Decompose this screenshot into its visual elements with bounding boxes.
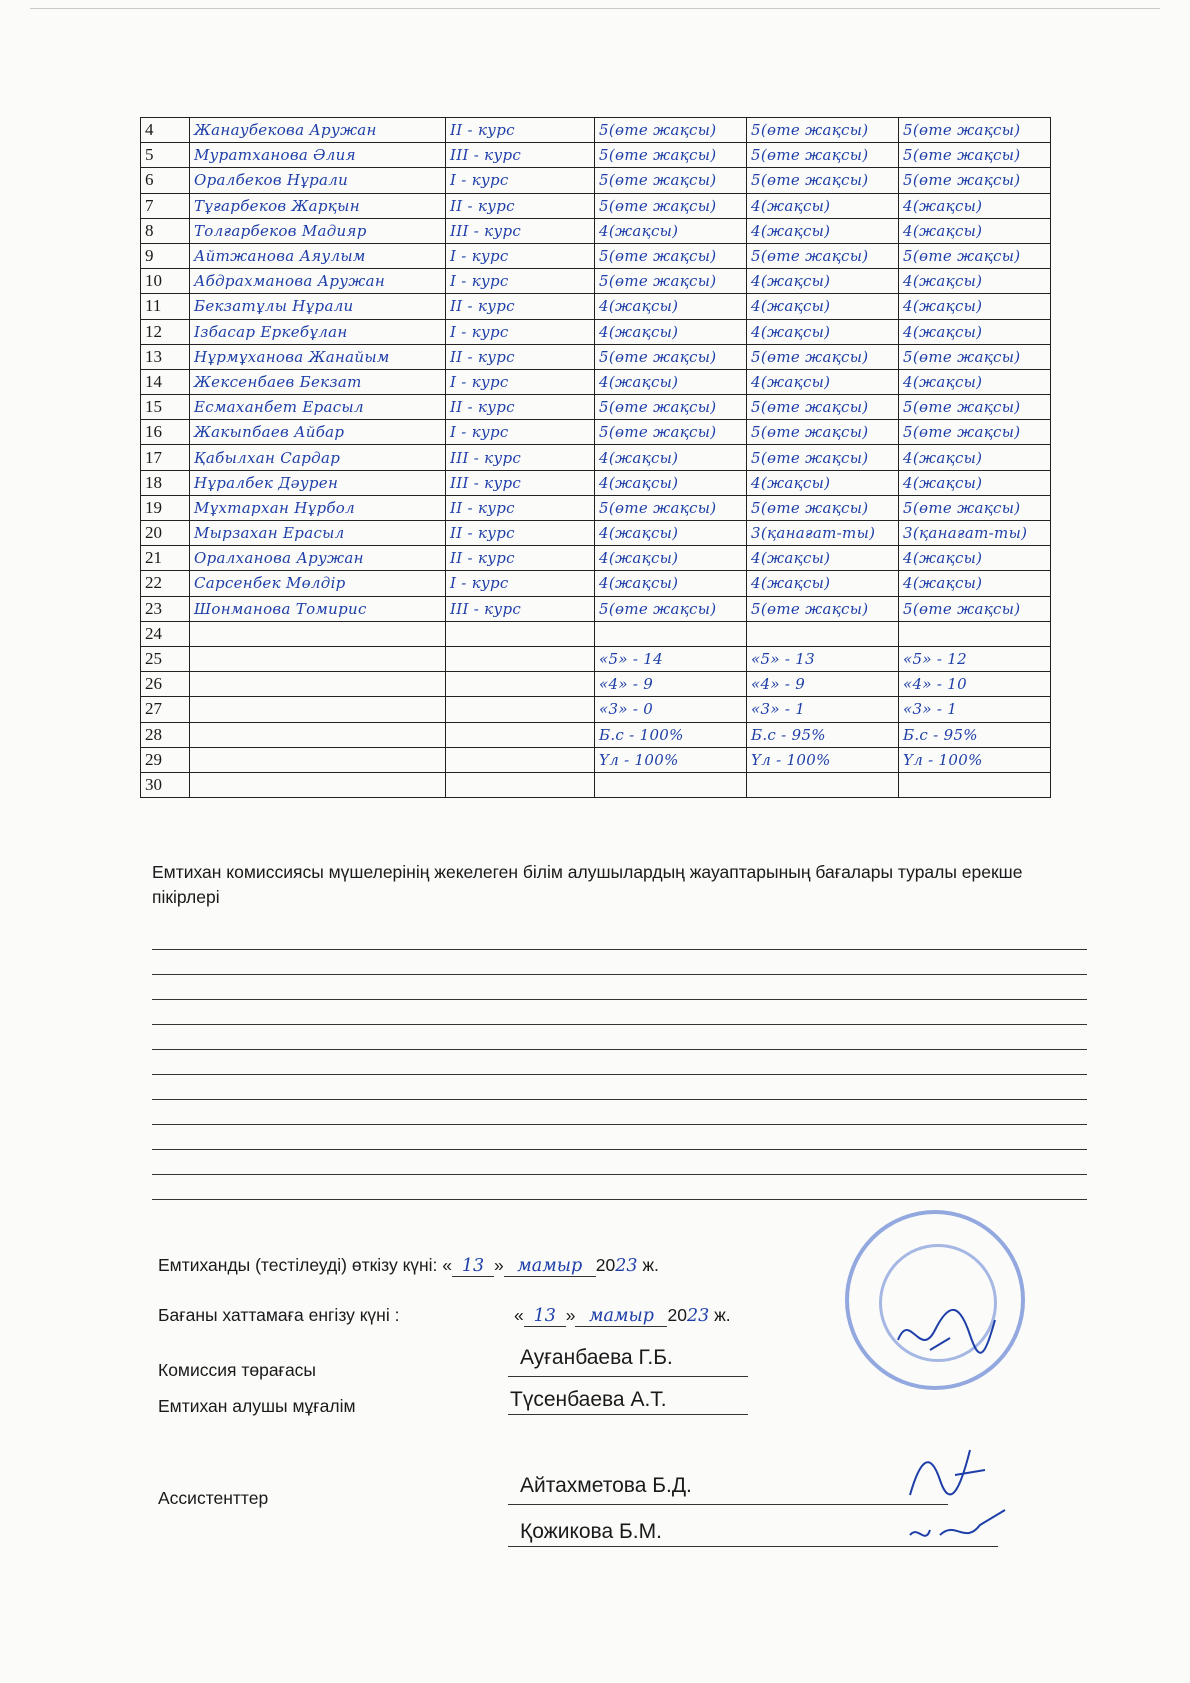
row-number: 15 xyxy=(141,395,190,420)
grade-3: «4» - 10 xyxy=(899,672,1051,697)
ruled-line xyxy=(152,1099,1087,1100)
assistant-signature-2 xyxy=(900,1505,1010,1555)
grade-2: 5(өте жақсы) xyxy=(747,243,899,268)
grade-1: Б.с - 100% xyxy=(595,722,747,747)
grade-3 xyxy=(899,621,1051,646)
course-year: I - курс xyxy=(446,319,595,344)
student-name: Тұғарбеков Жарқын xyxy=(190,193,446,218)
grade-3: 4(жақсы) xyxy=(899,193,1051,218)
row-number: 17 xyxy=(141,445,190,470)
table-row xyxy=(141,193,1051,218)
ruled-line xyxy=(152,1124,1087,1125)
row-number: 25 xyxy=(141,646,190,671)
student-name: Шонманова Томирис xyxy=(190,596,446,621)
grade-3: 5(өте жақсы) xyxy=(899,596,1051,621)
course-year: III - курс xyxy=(446,143,595,168)
grade-2: 5(өте жақсы) xyxy=(747,445,899,470)
student-name: Айтжанова Аяулым xyxy=(190,243,446,268)
student-name xyxy=(190,722,446,747)
grade-3: 5(өте жақсы) xyxy=(899,143,1051,168)
table-row xyxy=(141,646,1051,671)
row-number: 16 xyxy=(141,420,190,445)
entry-date-day: 13 xyxy=(524,1306,566,1327)
table-row xyxy=(141,722,1051,747)
table-row xyxy=(141,571,1051,596)
grade-2: Б.с - 95% xyxy=(747,722,899,747)
student-name xyxy=(190,772,446,797)
entry-date-open: « xyxy=(514,1305,524,1325)
course-year: III - курс xyxy=(446,445,595,470)
course-year: I - курс xyxy=(446,168,595,193)
table-row xyxy=(141,319,1051,344)
student-name: Оралханова Аружан xyxy=(190,546,446,571)
assistants-label: Ассистенттер xyxy=(158,1488,269,1508)
table-row xyxy=(141,118,1051,143)
row-number: 29 xyxy=(141,747,190,772)
chair-label: Комиссия төрағасы xyxy=(158,1360,317,1380)
grade-3: 5(өте жақсы) xyxy=(899,495,1051,520)
entry-date-year-prefix: 20 xyxy=(667,1305,687,1325)
grade-2: 4(жақсы) xyxy=(747,571,899,596)
course-year xyxy=(446,621,595,646)
exam-date-month: мамыр xyxy=(504,1256,596,1277)
student-name: Нұралбек Дәурен xyxy=(190,470,446,495)
grade-1: 4(жақсы) xyxy=(595,571,747,596)
grade-1: 5(өте жақсы) xyxy=(595,143,747,168)
table-row xyxy=(141,772,1051,797)
grade-1 xyxy=(595,772,747,797)
grade-3: 4(жақсы) xyxy=(899,445,1051,470)
grade-3: Үл - 100% xyxy=(899,747,1051,772)
grade-3: 5(өте жақсы) xyxy=(899,344,1051,369)
grade-2: 4(жақсы) xyxy=(747,369,899,394)
course-year xyxy=(446,646,595,671)
chair-sign-line xyxy=(508,1376,748,1377)
student-name: Есмаханбет Ерасыл xyxy=(190,395,446,420)
grade-3: 5(өте жақсы) xyxy=(899,168,1051,193)
exam-date-label: Емтиханды (тестілеуді) өткізу күні: « xyxy=(158,1255,452,1275)
table-row xyxy=(141,697,1051,722)
entry-date-suffix: ж. xyxy=(709,1305,731,1325)
grade-3: 4(жақсы) xyxy=(899,571,1051,596)
grade-3: 4(жақсы) xyxy=(899,546,1051,571)
table-row xyxy=(141,218,1051,243)
student-name: Сарсенбек Мөлдір xyxy=(190,571,446,596)
grade-2: «4» - 9 xyxy=(747,672,899,697)
course-year: III - курс xyxy=(446,470,595,495)
grade-1: 5(өте жақсы) xyxy=(595,193,747,218)
table-row xyxy=(141,395,1051,420)
table-row xyxy=(141,470,1051,495)
row-number: 28 xyxy=(141,722,190,747)
grade-2: 5(өте жақсы) xyxy=(747,395,899,420)
table-row xyxy=(141,420,1051,445)
grade-2: 5(өте жақсы) xyxy=(747,344,899,369)
student-name xyxy=(190,646,446,671)
table-row xyxy=(141,521,1051,546)
student-name: Жанаубекова Аружан xyxy=(190,118,446,143)
student-name: Жексенбаев Бекзат xyxy=(190,369,446,394)
grade-3: 4(жақсы) xyxy=(899,218,1051,243)
exam-date-year-prefix: 20 xyxy=(595,1255,616,1275)
table-row xyxy=(141,546,1051,571)
student-name: Бекзатұлы Нұрали xyxy=(190,294,446,319)
row-number: 18 xyxy=(141,470,190,495)
student-name xyxy=(190,697,446,722)
row-number: 11 xyxy=(141,294,190,319)
assistant-signature-1 xyxy=(900,1440,990,1500)
course-year: III - курс xyxy=(446,596,595,621)
grade-1: 4(жақсы) xyxy=(595,546,747,571)
course-year: I - курс xyxy=(446,243,595,268)
examiner-sign-line xyxy=(508,1414,748,1415)
grade-2: 5(өте жақсы) xyxy=(747,420,899,445)
grade-1: 5(өте жақсы) xyxy=(595,420,747,445)
student-name: Жакыпбаев Айбар xyxy=(190,420,446,445)
course-year: II - курс xyxy=(446,521,595,546)
entry-date xyxy=(158,1305,731,1327)
course-year: III - курс xyxy=(446,218,595,243)
examiner-name: Түсенбаева А.Т. xyxy=(510,1388,667,1411)
entry-date-label: Бағаны хаттамаға енгізу күні : xyxy=(158,1305,400,1325)
student-name xyxy=(190,672,446,697)
table-row xyxy=(141,495,1051,520)
ruled-line xyxy=(152,1049,1087,1050)
entry-date-year: 23 xyxy=(686,1306,710,1326)
grade-3: 4(жақсы) xyxy=(899,369,1051,394)
page-edge-line xyxy=(30,8,1160,9)
grade-1: «3» - 0 xyxy=(595,697,747,722)
ruled-line xyxy=(152,1149,1087,1150)
course-year: II - курс xyxy=(446,193,595,218)
row-number: 9 xyxy=(141,243,190,268)
grade-2: «3» - 1 xyxy=(747,697,899,722)
grade-1: 5(өте жақсы) xyxy=(595,596,747,621)
grade-1: 4(жақсы) xyxy=(595,218,747,243)
exam-date-suffix: ж. xyxy=(637,1255,659,1275)
table-row xyxy=(141,369,1051,394)
ruled-line xyxy=(152,1174,1087,1175)
row-number: 24 xyxy=(141,621,190,646)
grade-2: 4(жақсы) xyxy=(747,546,899,571)
grade-1: «4» - 9 xyxy=(595,672,747,697)
ruled-line xyxy=(152,974,1087,975)
grade-2: 3(қанағат-ты) xyxy=(747,521,899,546)
grade-3: 4(жақсы) xyxy=(899,319,1051,344)
grade-1: 5(өте жақсы) xyxy=(595,344,747,369)
student-name: Оралбеков Нұрали xyxy=(190,168,446,193)
student-name: Мырзахан Ерасыл xyxy=(190,521,446,546)
grade-1: 5(өте жақсы) xyxy=(595,118,747,143)
course-year: I - курс xyxy=(446,420,595,445)
grade-1: 4(жақсы) xyxy=(595,294,747,319)
course-year: II - курс xyxy=(446,344,595,369)
grade-2: 5(өте жақсы) xyxy=(747,168,899,193)
row-number: 13 xyxy=(141,344,190,369)
grade-2: 5(өте жақсы) xyxy=(747,143,899,168)
entry-date-month: мамыр xyxy=(575,1306,667,1327)
grade-2: 5(өте жақсы) xyxy=(747,596,899,621)
student-name: Қабылхан Сардар xyxy=(190,445,446,470)
grade-1: 5(өте жақсы) xyxy=(595,168,747,193)
exam-date-sep: » xyxy=(493,1255,504,1275)
chair-name: Ауғанбаева Г.Б. xyxy=(520,1346,673,1369)
ruled-line xyxy=(152,1199,1087,1200)
row-number: 19 xyxy=(141,495,190,520)
opinion-label: Емтихан комиссиясы мүшелерінің жекелеген білім алушылардың жауаптарының бағалары туралы ерекше пікірлері xyxy=(152,862,1023,907)
grade-3: 4(жақсы) xyxy=(899,294,1051,319)
grade-1: 4(жақсы) xyxy=(595,470,747,495)
grade-3 xyxy=(899,772,1051,797)
grade-1: 4(жақсы) xyxy=(595,521,747,546)
table-row xyxy=(141,143,1051,168)
grade-2: 4(жақсы) xyxy=(747,193,899,218)
table-row xyxy=(141,747,1051,772)
course-year xyxy=(446,772,595,797)
grade-2: 4(жақсы) xyxy=(747,218,899,243)
exam-date-year: 23 xyxy=(615,1256,638,1276)
student-name: Муратханова Әлия xyxy=(190,143,446,168)
grade-3: 5(өте жақсы) xyxy=(899,118,1051,143)
table-row xyxy=(141,344,1051,369)
grade-3: 5(өте жақсы) xyxy=(899,420,1051,445)
grade-1: 4(жақсы) xyxy=(595,445,747,470)
grade-2 xyxy=(747,621,899,646)
row-number: 20 xyxy=(141,521,190,546)
grade-2: «5» - 13 xyxy=(747,646,899,671)
course-year: II - курс xyxy=(446,495,595,520)
chair-signature xyxy=(890,1300,1000,1370)
table-row xyxy=(141,672,1051,697)
course-year: I - курс xyxy=(446,269,595,294)
grade-2: 4(жақсы) xyxy=(747,470,899,495)
grade-2 xyxy=(747,772,899,797)
grade-3: 3(қанағат-ты) xyxy=(899,521,1051,546)
table-row xyxy=(141,294,1051,319)
grade-3: Б.с - 95% xyxy=(899,722,1051,747)
student-name: Ізбасар Еркебұлан xyxy=(190,319,446,344)
grade-3: 5(өте жақсы) xyxy=(899,243,1051,268)
grade-3: 5(өте жақсы) xyxy=(899,395,1051,420)
row-number: 4 xyxy=(141,118,190,143)
student-name: Мұхтархан Нұрбол xyxy=(190,495,446,520)
student-name: Толғарбеков Мадияр xyxy=(190,218,446,243)
row-number: 5 xyxy=(141,143,190,168)
assistant-name-1: Айтахметова Б.Д. xyxy=(520,1474,692,1497)
entry-date-sep: » xyxy=(565,1305,576,1325)
row-number: 8 xyxy=(141,218,190,243)
row-number: 14 xyxy=(141,369,190,394)
grade-1: Үл - 100% xyxy=(595,747,747,772)
row-number: 22 xyxy=(141,571,190,596)
grade-3: 4(жақсы) xyxy=(899,269,1051,294)
ruled-line xyxy=(152,949,1087,950)
grade-1: 5(өте жақсы) xyxy=(595,495,747,520)
grade-1: «5» - 14 xyxy=(595,646,747,671)
row-number: 26 xyxy=(141,672,190,697)
ruled-line xyxy=(152,1074,1087,1075)
course-year: II - курс xyxy=(446,294,595,319)
course-year xyxy=(446,722,595,747)
row-number: 12 xyxy=(141,319,190,344)
exam-date xyxy=(158,1255,659,1277)
row-number: 10 xyxy=(141,269,190,294)
row-number: 7 xyxy=(141,193,190,218)
row-number: 27 xyxy=(141,697,190,722)
student-name: Абдрахманова Аружан xyxy=(190,269,446,294)
course-year: I - курс xyxy=(446,571,595,596)
grade-2: 4(жақсы) xyxy=(747,294,899,319)
assistant-name-2: Қожикова Б.М. xyxy=(520,1520,662,1543)
grade-2: Үл - 100% xyxy=(747,747,899,772)
table-row xyxy=(141,621,1051,646)
row-number: 23 xyxy=(141,596,190,621)
row-number: 6 xyxy=(141,168,190,193)
grade-1 xyxy=(595,621,747,646)
row-number: 21 xyxy=(141,546,190,571)
grade-1: 5(өте жақсы) xyxy=(595,395,747,420)
exam-date-day: 13 xyxy=(452,1256,494,1277)
course-year: II - курс xyxy=(446,546,595,571)
course-year xyxy=(446,672,595,697)
table-row xyxy=(141,168,1051,193)
grade-3: «3» - 1 xyxy=(899,697,1051,722)
student-name xyxy=(190,747,446,772)
table-row xyxy=(141,243,1051,268)
table-row xyxy=(141,269,1051,294)
course-year xyxy=(446,697,595,722)
student-name: Нұрмұханова Жанайым xyxy=(190,344,446,369)
table-row xyxy=(141,596,1051,621)
examiner-label: Емтихан алушы мұғалім xyxy=(158,1396,356,1416)
grade-3: «5» - 12 xyxy=(899,646,1051,671)
course-year xyxy=(446,747,595,772)
grade-1: 4(жақсы) xyxy=(595,319,747,344)
course-year: II - курс xyxy=(446,395,595,420)
grade-1: 5(өте жақсы) xyxy=(595,269,747,294)
grade-2: 5(өте жақсы) xyxy=(747,118,899,143)
grade-1: 4(жақсы) xyxy=(595,369,747,394)
assistant-sign-line-1 xyxy=(508,1504,948,1505)
student-name xyxy=(190,621,446,646)
ruled-line xyxy=(152,1024,1087,1025)
course-year: I - курс xyxy=(446,369,595,394)
grade-3: 4(жақсы) xyxy=(899,470,1051,495)
grade-2: 5(өте жақсы) xyxy=(747,495,899,520)
course-year: II - курс xyxy=(446,118,595,143)
grade-1: 5(өте жақсы) xyxy=(595,243,747,268)
row-number: 30 xyxy=(141,772,190,797)
ruled-line xyxy=(152,999,1087,1000)
grades-table xyxy=(140,117,1051,798)
table-row xyxy=(141,445,1051,470)
grade-2: 4(жақсы) xyxy=(747,319,899,344)
grade-2: 4(жақсы) xyxy=(747,269,899,294)
